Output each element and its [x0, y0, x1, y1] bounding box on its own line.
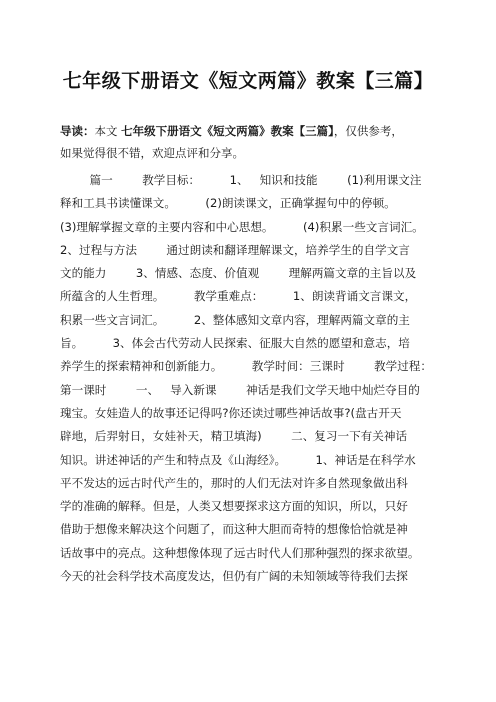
body-line: 平不发达的远古时代产生的，那时的人们无法对许多自然现象做出科 [60, 475, 408, 490]
body-line: 释和工具书读懂课文。 (2)朗读课文，正确掌握句中的停顿。 [60, 196, 396, 211]
body-line: 篇一 教学目标： 1、 知识和技能 (1)利用课文注 [60, 173, 422, 187]
body-line: 2、过程与方法 通过朗读和翻译理解课文，培养学生的自学文言 [60, 242, 410, 257]
body-line: 积累一些文言词汇。 2、整体感知文章内容，理解两篇文章的主 [60, 312, 410, 327]
body-line: 辟地，后羿射日，女娃补天，精卫填海) 二、复习一下有关神话 [60, 429, 408, 444]
body-line: (3)理解掌握文章的主要内容和中心思想。 (4)积累一些文言词汇。 [60, 219, 424, 234]
intro-line-2: 如果觉得很不错，欢迎点评和分享。 [60, 146, 244, 160]
body-line: 借助于想像来解决这个问题了，而这种大胆而奇特的想像恰恰就是神 [60, 522, 408, 537]
document-title: 七年级下册语文《短文两篇》教案【三篇】 [62, 70, 434, 92]
body-line: 瑰宝。女娃造人的故事还记得吗?你还读过哪些神话故事?(盘古开天 [60, 405, 402, 420]
intro-lead-suffix: ，仅供参考， [333, 124, 403, 138]
body-line: 话故事中的亮点。这种想像体现了远古时代人们那种强烈的探求欲望。 [60, 545, 420, 560]
body-line: 学的准确的解释。但是，人类又想要探求这方面的知识，所以，只好 [60, 499, 408, 514]
body-line: 知识。讲述神话的产生和特点及《山海经》。 1、神话是在科学水 [60, 452, 416, 467]
body-line: 今天的社会科学技术高度发达，但仍有广阔的未知领域等待我们去探 [60, 569, 408, 584]
intro-lead-label: 导读： [60, 124, 95, 138]
body-line: 文的能力 3、情感、态度、价值观 理解两篇文章的主旨以及 [60, 266, 417, 281]
intro-lead-title: 七年级下册语文《短文两篇》教案【三篇】 [121, 124, 334, 138]
body-line: 所蕴含的人生哲理。 教学重难点： 1、朗读背诵文言课文， [60, 289, 417, 304]
body-text [60, 169, 450, 588]
body-line: 养学生的探索精神和创新能力。 教学时间：三课时 教学过程： [60, 359, 432, 374]
body-line: 旨。 3、体会古代劳动人民探索、征服大自然的愿望和意志，培 [60, 336, 410, 351]
intro-lead-prefix: 本文 [94, 124, 122, 138]
intro-line-1 [60, 120, 440, 142]
intro-paragraph [60, 120, 440, 164]
body-line: 第一课时 一、 导入新课 神话是我们文学天地中灿烂夺目的 [60, 382, 420, 397]
